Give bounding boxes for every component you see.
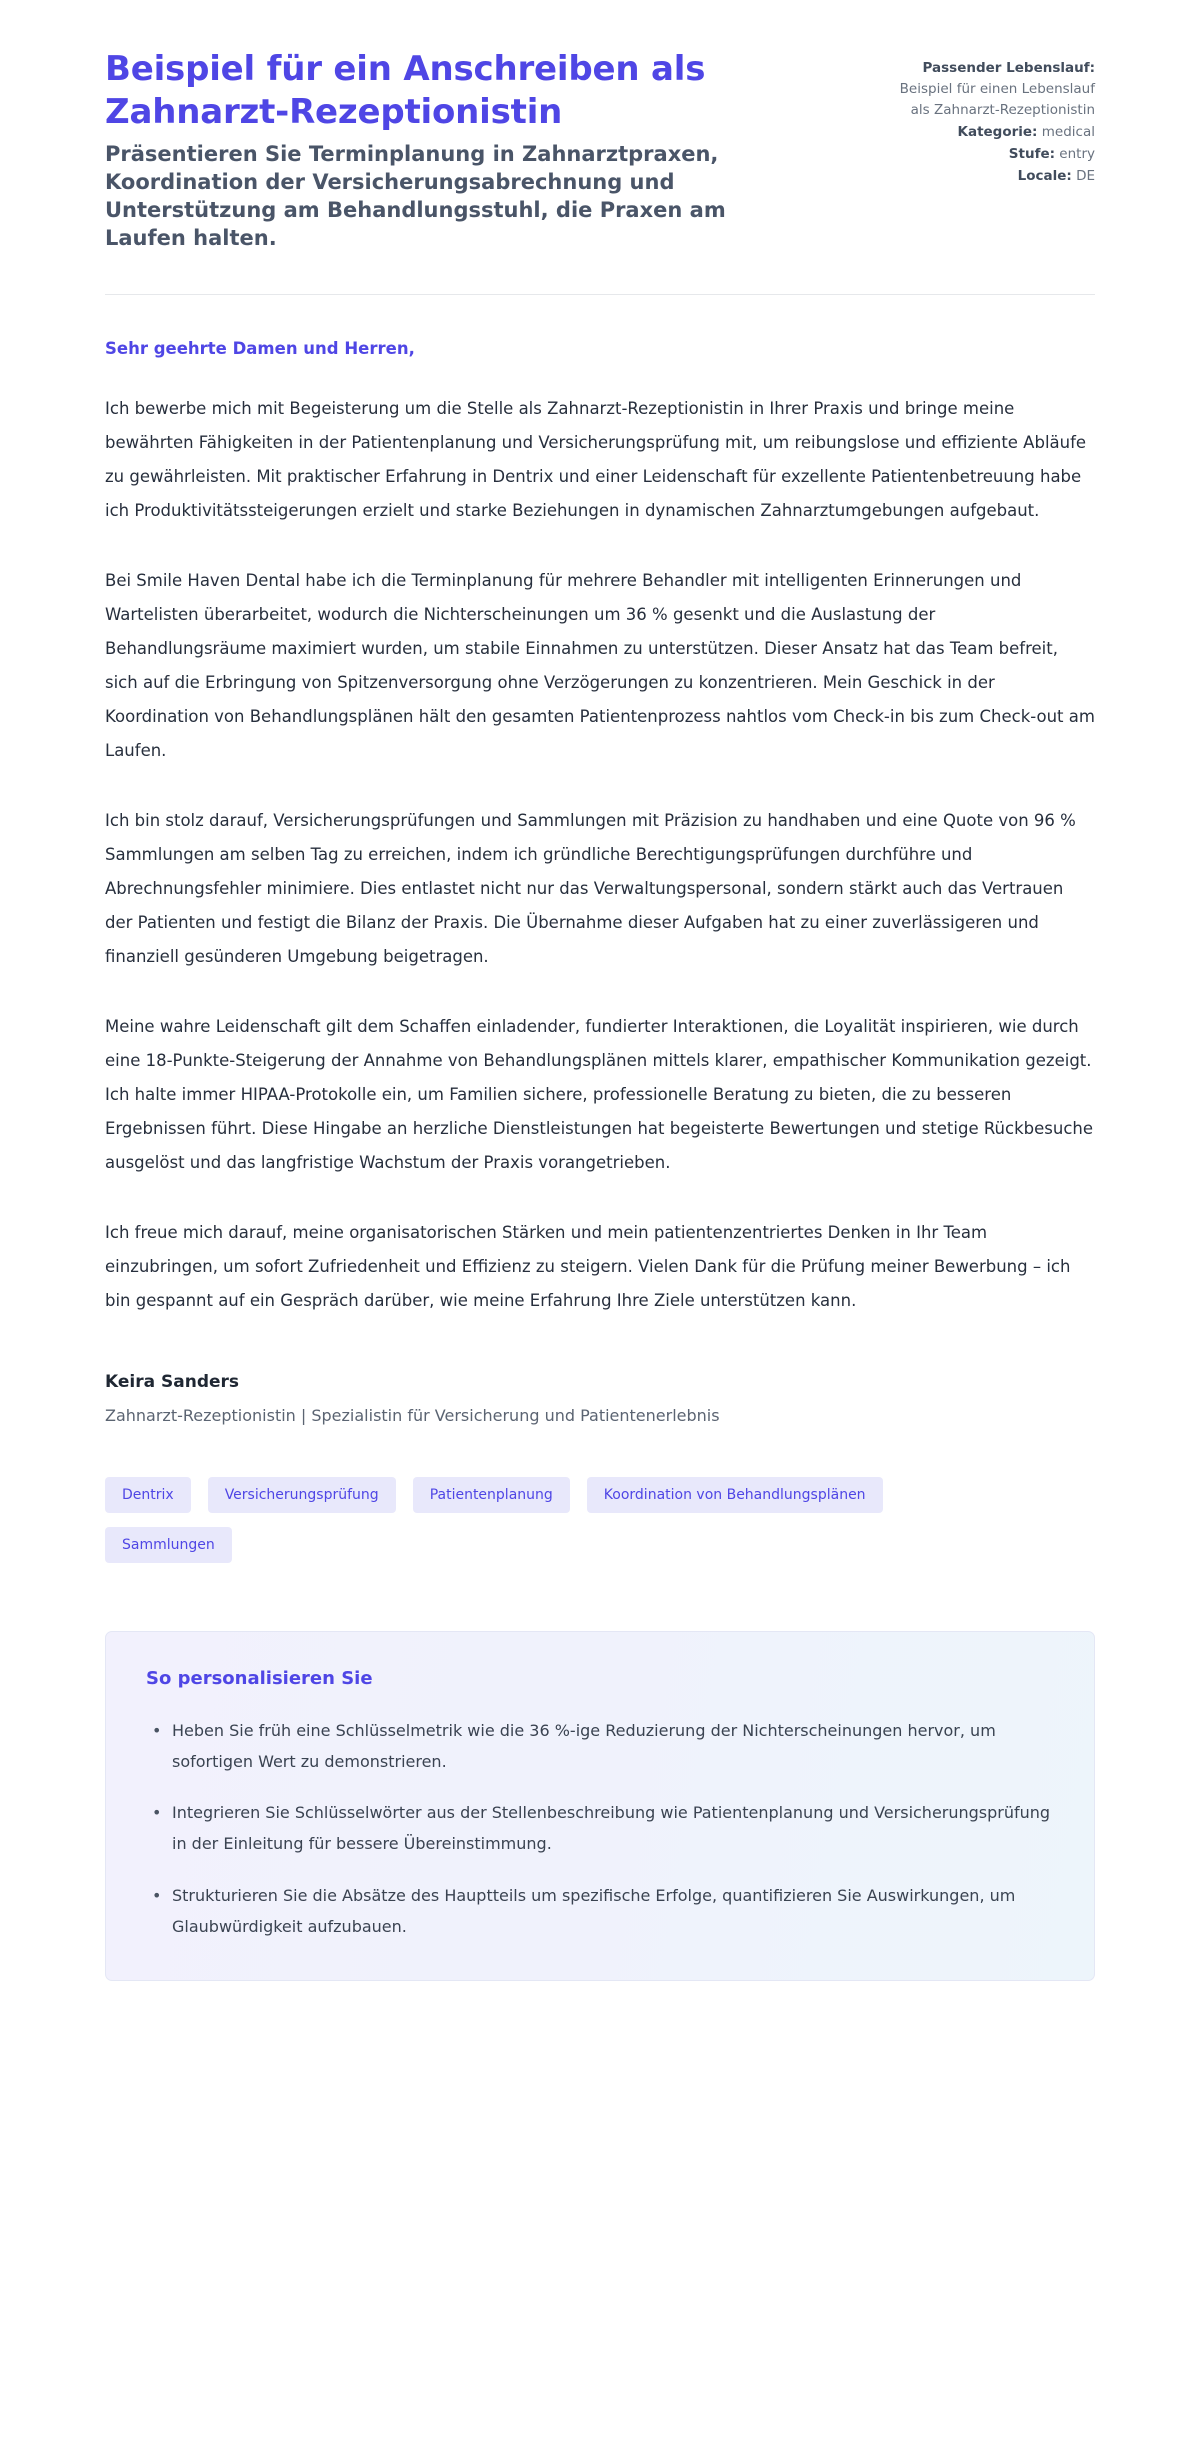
meta-row-locale — [890, 166, 1095, 187]
meta-row-matching-resume — [890, 58, 1095, 121]
skill-tag[interactable]: Koordination von Behandlungsplänen — [587, 1477, 883, 1513]
page-subtitle: Präsentieren Sie Terminplanung in Zahnarztpraxen, Koordination der Versicherungsabrechnung und Unterstützung am Behandlungsstuhl, die Praxen am Laufen halten. — [105, 141, 726, 251]
meta-value-category: medical — [1041, 123, 1095, 140]
header-title-block — [105, 48, 805, 252]
meta-label-locale: Locale: — [1017, 167, 1072, 184]
meta-label-matching-resume: Passender Lebenslauf: — [922, 60, 1095, 76]
meta-row-level — [890, 144, 1095, 165]
callout-tip-item: • Heben Sie früh eine Schlüsselmetrik wie die 36 %-ige Reduzierung der Nichterscheinungen hervor, um sofortigen Wert zu demonstrieren. — [146, 1715, 1054, 1777]
callout-tip-item: • Strukturieren Sie die Absätze des Hauptteils um spezifische Erfolge, quantifizieren Sie Auswirkungen, um Glaubwürdigkeit aufzubauen. — [146, 1880, 1054, 1942]
letter-paragraph: Meine wahre Leidenschaft gilt dem Schaffen einladender, fundierter Interaktionen, die Loyalität inspirieren, wie durch eine 18-Punkte-Steigerung der Annahme von Behandlungsplänen mittels klarer, empathischer Kommunikation gezeigt. Ich halte immer HIPAA-Protokolle ein, um Familien sichere, professionelle Beratung zu bieten, die zu besseren Ergebnissen führt. Diese Hingabe an herzliche Dienstleistungen hat begeisterte Bewertungen und stetige Rückbesuche ausgelöst und das langfristige Wachstum der Praxis vorangetrieben. — [105, 1016, 1094, 1172]
page-title: Beispiel für ein Anschreiben als Zahnarzt-Rezeptionistin — [105, 49, 706, 132]
letter-salutation: Sehr geehrte Damen und Herren, — [105, 339, 415, 359]
meta-row-category — [890, 122, 1095, 143]
meta-value-matching-resume: Beispiel für einen Lebenslauf als Zahnarzt-Rezeptionistin — [899, 80, 1095, 118]
skill-tag[interactable]: Dentrix — [105, 1477, 191, 1513]
meta-value-locale: DE — [1076, 167, 1095, 184]
meta-label-category: Kategorie: — [957, 123, 1038, 140]
letter-paragraph: Bei Smile Haven Dental habe ich die Terminplanung für mehrere Behandler mit intelligenten Erinnerungen und Wartelisten überarbeitet, wodurch die Nichterscheinungen um 36 % gesenkt und die Auslastung der Behandlungsräume maximiert wurden, um stabile Einnahmen zu unterstützen. Dieser Ansatz hat das Team befreit, sich auf die Erbringung von Spitzenversorgung ohne Verzögerungen zu konzentrieren. Mein Geschick in der Koordination von Behandlungsplänen hält den gesamten Patientenprozess nahtlos vom Check-in bis zum Check-out am Laufen. — [105, 571, 1095, 761]
signature-role: Zahnarzt-Rezeptionistin | Spezialistin für Versicherung und Patientenerlebnis — [105, 1405, 720, 1425]
letter-paragraph: Ich bewerbe mich mit Begeisterung um die Stelle als Zahnarzt-Rezeptionistin in Ihrer Praxis und bringe meine bewährten Fähigkeiten in der Patientenplanung und Versicherungsprüfung mit, um reibungslose und effiziente Abläufe zu gewährleisten. Mit praktischer Erfahrung in Dentrix und einer Leidenschaft für exzellente Patientenbetreuung habe ich Produktivitätssteigerungen erzielt und starke Beziehungen in dynamischen Zahnarztumgebungen aufgebaut. — [105, 399, 1087, 521]
letter-paragraph: Ich bin stolz darauf, Versicherungsprüfungen und Sammlungen mit Präzision zu handhaben und eine Quote von 96 % Sammlungen am selben Tag zu erreichen, indem ich gründliche Berechtigungsprüfungen durchführe und Abrechnungsfehler minimiere. Dies entlastet nicht nur das Verwaltungspersonal, sondern stärkt auch das Vertrauen der Patienten und festigt die Bilanz der Praxis. Die Übernahme dieser Aufgaben hat zu einer zuverlässigeren und finanziell gesünderen Umgebung beigetragen. — [105, 811, 1076, 966]
signature-name: Keira Sanders — [105, 1371, 240, 1392]
letter-body — [105, 295, 1095, 1425]
callout-tip-list — [146, 1715, 1054, 1942]
skill-tag[interactable]: Patientenplanung — [413, 1477, 570, 1513]
meta-value-level: entry — [1059, 145, 1095, 162]
skill-tag[interactable]: Sammlungen — [105, 1527, 232, 1563]
personalization-callout — [105, 1631, 1095, 1981]
page-header — [105, 48, 1095, 252]
callout-title: So personalisieren Sie — [146, 1667, 373, 1689]
letter-paragraph: Ich freue mich darauf, meine organisatorischen Stärken und mein patientenzentriertes Denken in Ihr Team einzubringen, um sofort Zufriedenheit und Effizienz zu steigern. Vielen Dank für die Prüfung meiner Bewerbung – ich bin gespannt auf ein Gespräch darüber, wie meine Erfahrung Ihre Ziele unterstützen kann. — [105, 1222, 1071, 1310]
skill-tag[interactable]: Versicherungsprüfung — [208, 1477, 396, 1513]
document-metadata — [890, 48, 1095, 188]
callout-tip-item: • Integrieren Sie Schlüsselwörter aus der Stellenbeschreibung wie Patientenplanung und Versicherungsprüfung in der Einleitung für bessere Übereinstimmung. — [146, 1797, 1054, 1859]
meta-label-level: Stufe: — [1008, 145, 1055, 162]
skill-tag-list — [105, 1477, 1005, 1563]
signature-block — [105, 1372, 1095, 1425]
